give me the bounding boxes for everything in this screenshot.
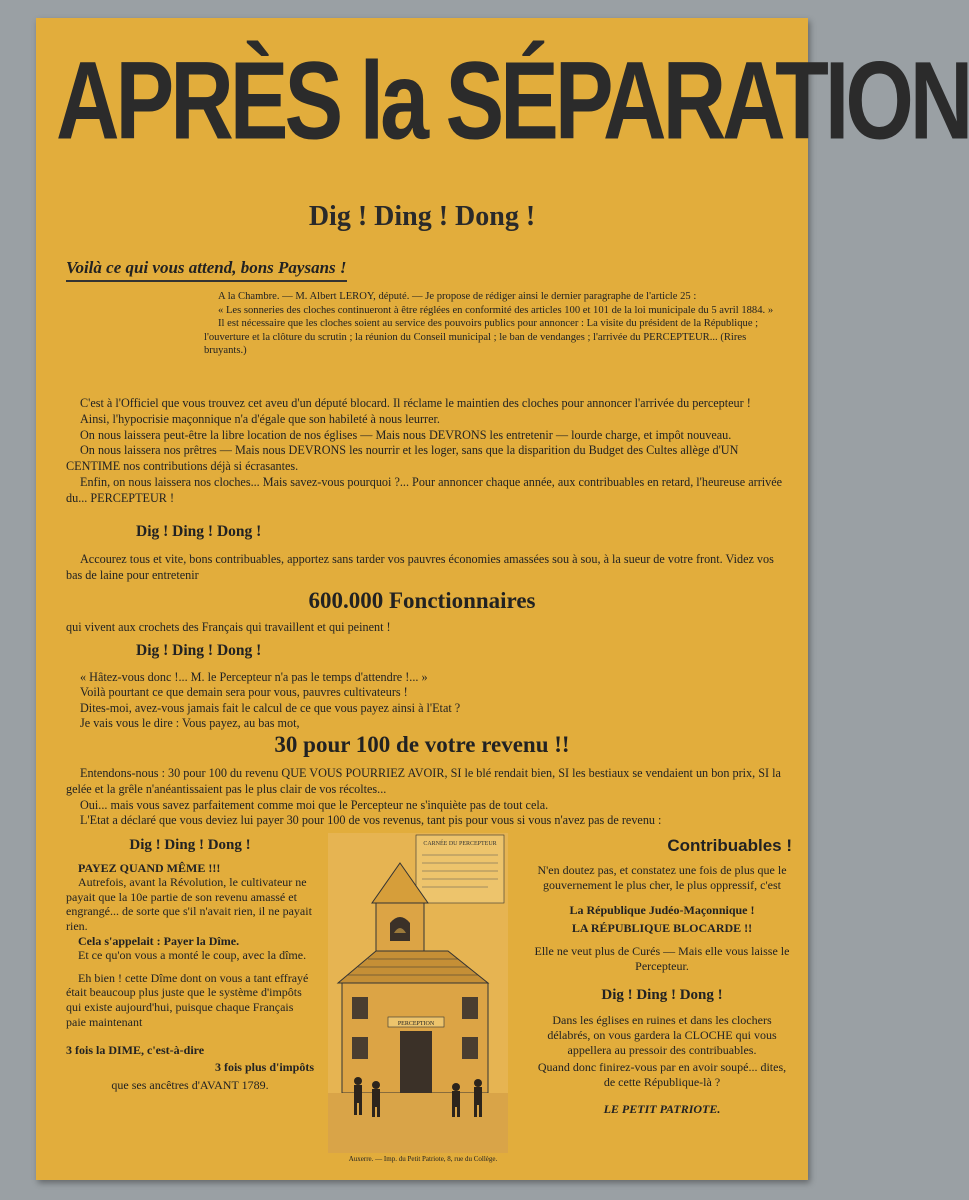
ding-subheading: Dig ! Ding ! Dong !	[129, 837, 251, 853]
right-paragraph: Elle ne veut plus de Curés — Mais elle vous laisse le Percepteur.	[534, 944, 790, 973]
voila-subheading: Voilà ce qui vous attend, bons Paysans !	[66, 258, 347, 282]
poster-title: APRÈS la SÉPARATION	[56, 38, 969, 163]
body-paragraph: L'Etat a déclaré que vous deviez lui payer 30 pour 100 de vos revenus, tant pis pour vous si vous n'avez pas de revenu :	[80, 813, 662, 828]
right-paragraph: Dans les églises en ruines et dans les clochers délabrés, on vous gardera la CLOCHE qui vous appellera au pressoir des contribuables.	[547, 1013, 777, 1057]
fonctionnaires-heading: 600.000 Fonctionnaires	[308, 588, 536, 613]
body-paragraph: Entendons-nous : 30 pour 100 du revenu QUE VOUS POURRIEZ AVOIR, SI le blé rendait bien, SI les bestiaux se vendaient un bon prix, SI la gelée et la grêle n'anéantissaient pas le plus clair de vos récoltes...	[66, 766, 781, 796]
right-paragraph: La République Judéo-Maçonnique !	[569, 903, 755, 917]
chambre-quote	[204, 290, 779, 358]
left-paragraph: Cela s'appelait : Payer la Dîme.	[78, 933, 240, 948]
body-paragraph: qui vivent aux crochets des Français qui travaillent et qui peinent !	[66, 620, 391, 634]
body-paragraph: On nous laissera nos prêtres — Mais nous DEVRONS les nourrir et les loger, sans que la disparition du Budget des Cultes allège d'UN CENTIME nos contributions déjà si écrasantes.	[66, 443, 739, 474]
body-section-4	[66, 766, 784, 829]
printer-credit: Auxerre. — Imp. du Petit Patriote, 8, rue du Collège.	[348, 1155, 498, 1163]
body-paragraph: Voilà pourtant ce que demain sera pour vous, pauvres cultivateurs !	[80, 685, 408, 700]
chambre-paragraph: A la Chambre. — M. Albert LEROY, député. — Je propose de rédiger ainsi le dernier paragraphe de l'article 25 :	[218, 291, 697, 302]
body-paragraph: Je vais vous le dire : Vous payez, au bas mot,	[80, 716, 300, 731]
body-paragraph: Dites-moi, avez-vous jamais fait le calcul de ce que vous payez ainsi à l'Etat ?	[80, 700, 461, 715]
chambre-paragraph: Il est nécessaire que les cloches soient au service des pouvoirs publics pour annoncer : La visite du président de la République ; l'ouverture et la clôture du scrutin ; la réunion du Conseil municipal ; le ban de vendanges ; l'arrivée du PERCEPTEUR... (Rires bruyants.)	[204, 318, 759, 357]
left-paragraph: Autrefois, avant la Révolution, le cultivateur ne payait que la 10e partie de son revenu amassé et engrangé... de sorte que s'il n'avait rien, il ne payait rien.	[66, 875, 312, 933]
left-paragraph: Eh bien ! cette Dîme dont on vous a tant effrayé était beaucoup plus juste que le système d'impôts qui existe aujourd'hui, puisque chaque Français paie maintenant	[66, 970, 309, 1029]
perception-sign: PERCEPTION	[397, 1021, 435, 1027]
right-paragraph: Quand donc finirez-vous par en avoir soupé... dites, de cette République-là ?	[537, 1060, 787, 1089]
revenu-heading: 30 pour 100 de votre revenu !!	[274, 732, 570, 757]
body-paragraph: Enfin, on nous laissera nos cloches... Mais savez-vous pourquoi ?... Pour annoncer chaque année, aux contribuables en retard, l'heureuse arrivée du... PERCEPTEUR !	[66, 474, 783, 505]
dime-line-1: 3 fois la DIME, c'est-à-dire	[66, 1043, 205, 1058]
contribuables-heading: Contribuables !	[667, 836, 792, 855]
body-section-1	[66, 396, 784, 507]
dime-line-3: que ses ancêtres d'AVANT 1789.	[111, 1078, 269, 1093]
right-column	[532, 838, 792, 1117]
body-paragraph: Ainsi, l'hypocrisie maçonnique n'a d'égale que son habileté à nous leurrer.	[80, 411, 440, 426]
left-column	[66, 838, 314, 1093]
poster	[36, 18, 969, 1180]
ding-subheading: Dig ! Ding ! Dong !	[136, 642, 262, 659]
church-illustration	[328, 833, 508, 1153]
left-paragraph: Et ce qu'on vous a monté le coup, avec la dîme.	[78, 948, 307, 963]
crochets-line	[66, 620, 784, 636]
ding-subheading: Dig ! Ding ! Dong !	[601, 987, 723, 1003]
body-section-3	[66, 670, 784, 732]
right-paragraph: LA RÉPUBLIQUE BLOCARDE !!	[571, 921, 753, 935]
body-paragraph: On nous laissera peut-être la libre location de nos églises — Mais nous DEVRONS les entretenir — lourde charge, et impôt nouveau.	[80, 427, 732, 442]
signature: LE PETIT PATRIOTE.	[603, 1102, 721, 1116]
body-paragraph: Accourez tous et vite, bons contribuables, apportez sans tarder vos pauvres économies amassées sou à sou, à la sueur de votre front. Videz vos bas de laine pour entretenir	[66, 552, 774, 582]
illustration-caption: CARNÉE DU PERCEPTEUR	[423, 841, 497, 847]
body-section-2	[66, 552, 784, 584]
right-paragraph: N'en doutez pas, et constatez une fois de plus que le gouvernement le plus cher, le plus oppressif, c'est	[537, 863, 787, 892]
dime-line-2: 3 fois plus d'impôts	[214, 1059, 314, 1074]
chambre-paragraph: « Les sonneries des cloches continueront à être réglées en conformité des articles 100 et 101 de la loi municipale du 5 avril 1884. »	[218, 304, 774, 316]
ding-heading-main: Dig ! Ding ! Dong !	[308, 201, 536, 232]
ding-subheading: Dig ! Ding ! Dong !	[136, 523, 262, 540]
body-paragraph: C'est à l'Officiel que vous trouvez cet aveu d'un député blocard. Il réclame le maintien des cloches pour annoncer l'arrivée du percepteur !	[80, 396, 751, 410]
body-paragraph: « Hâtez-vous donc !... M. le Percepteur n'a pas le temps d'attendre !... »	[80, 670, 428, 684]
body-paragraph: Oui... mais vous savez parfaitement comme moi que le Percepteur ne s'inquiète pas de tout cela.	[80, 797, 549, 812]
payez-line: PAYEZ QUAND MÊME !!!	[78, 860, 221, 875]
